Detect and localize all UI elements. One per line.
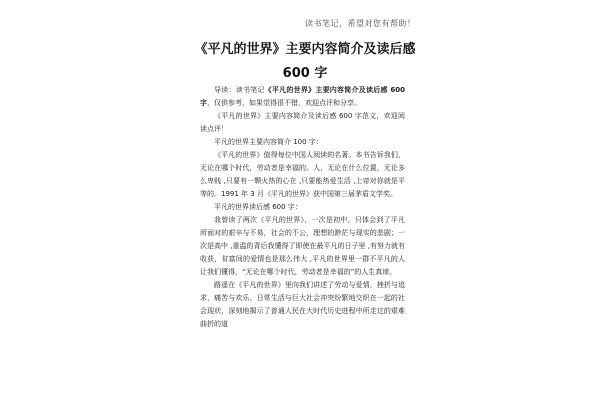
paragraph-summary: 《平凡的世界》值得每位中国人阅读的名著。本书告诉我们，无论在哪个时代，劳动者是幸福的。人，无论在什么位置，无论多么卑贱 ,只要有一颗火热的心在 ,只要能热爱生活 ,上帝对你就是平等的。1991 年 3 月《平凡的世界》获中国第三届茅盾文学奖。	[200, 151, 405, 198]
page-title: 《平凡的世界》主要内容简介及读后感 600 字	[194, 42, 416, 81]
intro-suffix: ，仅供参考，如果觉得很不错，欢迎点评和分享。	[207, 99, 361, 107]
document-body	[200, 84, 405, 331]
intro-bold-title: 《平凡的世界》主要内容简介及读后感 600 字	[200, 86, 405, 107]
intro-paragraph	[200, 84, 405, 110]
section-heading-review: 平凡的世界读后感 600 字：	[214, 203, 302, 211]
paragraph-review-2: 路遥在《平凡的世界》里向我们讲述了劳动与爱情，挫折与追求，痛苦与欢乐、日常生活与巨大社会冲突纷繁地交织在一起的社会现状，深刻地揭示了普通人民在大时代历史进程中所走过的艰难曲折的道	[200, 281, 405, 328]
paragraph-review-1: 我曾读了两次《平凡的世界》，一次是初中，只体会到了平凡所面对的艰辛与不易，社会的不公，理想的渺茫与现实的悲剧；一次是高中 ,重温的背后我懂得了即使在最平凡的日子里 ,有努力就有收获，贫富间的爱情也是那么伟大 ,平凡的世界里一群不平凡的人让我们懂得，“无论在哪个时代，劳动者是幸福的”的人生真谛。	[200, 216, 405, 276]
header-note: 读书笔记，希望对您有帮助！	[305, 19, 416, 28]
intro-prefix: 导读：读书笔记	[214, 86, 265, 94]
paragraph-2: 《平凡的世界》主要内容简介及读后感 600 字范文，欢迎阅读点评！	[200, 112, 405, 133]
section-heading-summary: 平凡的世界主要内容简介 100 字：	[214, 138, 323, 146]
